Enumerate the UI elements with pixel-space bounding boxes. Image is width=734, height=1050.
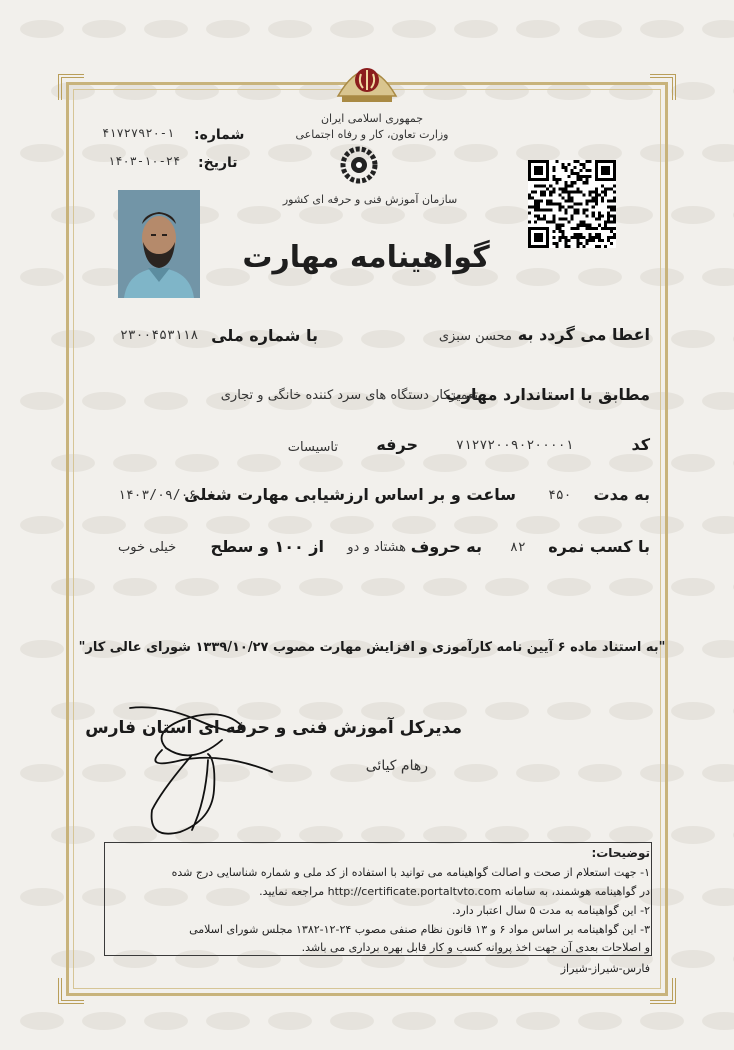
score-label: با کسب نمره: [548, 537, 650, 556]
watermark-mark: [20, 144, 64, 162]
watermark-mark: [516, 20, 560, 38]
organization-heading: سازمان آموزش فنی و حرفه ای کشور: [282, 193, 458, 206]
tvto-logo-icon: [340, 145, 378, 185]
watermark-mark: [516, 1012, 560, 1030]
standard-code: ۷۱۲۷۲۰۰۹۰۲۰۰۰۰۱: [456, 438, 574, 453]
watermark-mark: [392, 20, 436, 38]
notes-heading: توضیحات:: [591, 846, 650, 860]
iran-emblem-icon: [334, 52, 400, 114]
assessment-label: ساعت و بر اساس ارزشیابی مهارت شغلی: [184, 485, 516, 504]
skill-standard: تعمیرکار دستگاه های سرد کننده خانگی و تجاری: [220, 388, 478, 403]
watermark-mark: [671, 578, 715, 596]
watermark-mark: [206, 20, 250, 38]
watermark-mark: [702, 144, 734, 162]
watermark-mark: [702, 516, 734, 534]
watermark-mark: [671, 950, 715, 968]
signatory-title: مدیرکل آموزش فنی و حرفه ای استان فارس: [85, 718, 462, 738]
watermark-mark: [671, 826, 715, 844]
watermark-mark: [702, 1012, 734, 1030]
duration-label: به مدت: [593, 485, 650, 504]
watermark-mark: [144, 20, 188, 38]
score-in-words: هشتاد و دو: [347, 540, 406, 555]
watermark-mark: [702, 640, 734, 658]
watermark-mark: [454, 20, 498, 38]
watermark-mark: [702, 268, 734, 286]
watermark-mark: [702, 888, 734, 906]
level-value: خیلی خوب: [118, 540, 177, 555]
score-value: ۸۲: [510, 540, 526, 555]
watermark-mark: [578, 20, 622, 38]
certificate-number-label: شماره:: [194, 127, 245, 143]
watermark-mark: [206, 1012, 250, 1030]
watermark-mark: [671, 330, 715, 348]
holder-photo: [118, 190, 200, 298]
watermark-mark: [454, 1012, 498, 1030]
republic-heading: جمهوری اسلامی ایران: [320, 112, 424, 125]
watermark-mark: [20, 888, 64, 906]
watermark-mark: [702, 764, 734, 782]
note-line: ۱- جهت استعلام از صحت و اصالت گواهینامه می توانید با استفاده از کد ملی و شماره شناسایی درج شده: [171, 866, 650, 879]
in-words-label: به حروف: [410, 537, 482, 556]
watermark-mark: [640, 1012, 684, 1030]
note-line: در گواهینامه هوشمند، به سامانه http://certificate.portaltvto.com مراجعه نمایید.: [259, 885, 650, 898]
holder-name: محسن سبزی: [438, 329, 512, 344]
watermark-mark: [392, 1012, 436, 1030]
watermark-mark: [20, 764, 64, 782]
legal-reference: "به استناد ماده ۶ آیین نامه کارآموزی و افزایش مهارت مصوب ۱۳۳۹/۱۰/۲۷ شورای عالی کار": [78, 640, 666, 655]
footer-location: فارس-شیراز-شیراز: [560, 962, 650, 975]
qr-code-icon: [528, 160, 616, 248]
certificate-number: ۴۱۷۲۷۹۲۰-۱: [102, 126, 175, 140]
note-line: ۳- این گواهینامه بر اساس مواد ۶ و ۱۳ قانون نظام صنفی مصوب ۲۴-۱۲-۱۳۸۲ مجلس شورای اسلامی: [189, 923, 650, 936]
watermark-mark: [702, 392, 734, 410]
watermark-mark: [20, 20, 64, 38]
watermark-mark: [671, 454, 715, 472]
granted-to-label: اعطا می گردد به: [517, 325, 650, 344]
watermark-mark: [20, 1012, 64, 1030]
signatory-name: رهام کیائی: [365, 758, 428, 774]
watermark-mark: [144, 1012, 188, 1030]
code-label: کد: [631, 435, 650, 454]
profession-label: حرفه: [376, 435, 418, 454]
watermark-mark: [640, 20, 684, 38]
note-line: و اصلاحات بعدی آن جهت اخذ پروانه کسب و کار قابل بهره برداری می باشد.: [301, 941, 650, 954]
notes-box: [104, 842, 652, 956]
watermark-mark: [20, 516, 64, 534]
watermark-mark: [82, 1012, 126, 1030]
certificate-date-label: تاریخ:: [198, 155, 238, 171]
watermark-mark: [671, 702, 715, 720]
watermark-mark: [330, 20, 374, 38]
watermark-mark: [268, 1012, 312, 1030]
watermark-mark: [82, 20, 126, 38]
national-id-label: با شماره ملی: [211, 326, 318, 345]
certificate-title: گواهینامه مهارت: [242, 240, 490, 275]
watermark-mark: [671, 82, 715, 100]
watermark-mark: [671, 206, 715, 224]
profession-value: تاسیسات: [287, 440, 338, 455]
standard-label: مطابق با استاندارد مهارت: [445, 385, 650, 404]
watermark-mark: [268, 20, 312, 38]
watermark-mark: [578, 1012, 622, 1030]
ministry-heading: وزارت تعاون، کار و رفاه اجتماعی: [295, 128, 449, 141]
watermark-mark: [20, 268, 64, 286]
certificate-date: ۱۴۰۳-۱۰-۲۴: [108, 154, 181, 168]
national-id: ۲۳۰۰۴۵۳۱۱۸: [120, 328, 199, 343]
note-line: ۲- این گواهینامه به مدت ۵ سال اعتبار دارد.: [452, 904, 650, 917]
assessment-date: ۱۴۰۳/۰۹/۰۶: [118, 488, 197, 503]
watermark-mark: [330, 1012, 374, 1030]
watermark-mark: [702, 20, 734, 38]
duration-hours: ۴۵۰: [548, 488, 572, 503]
watermark-mark: [20, 392, 64, 410]
level-label: از ۱۰۰ و سطح: [210, 537, 324, 556]
watermark-mark: [20, 640, 64, 658]
